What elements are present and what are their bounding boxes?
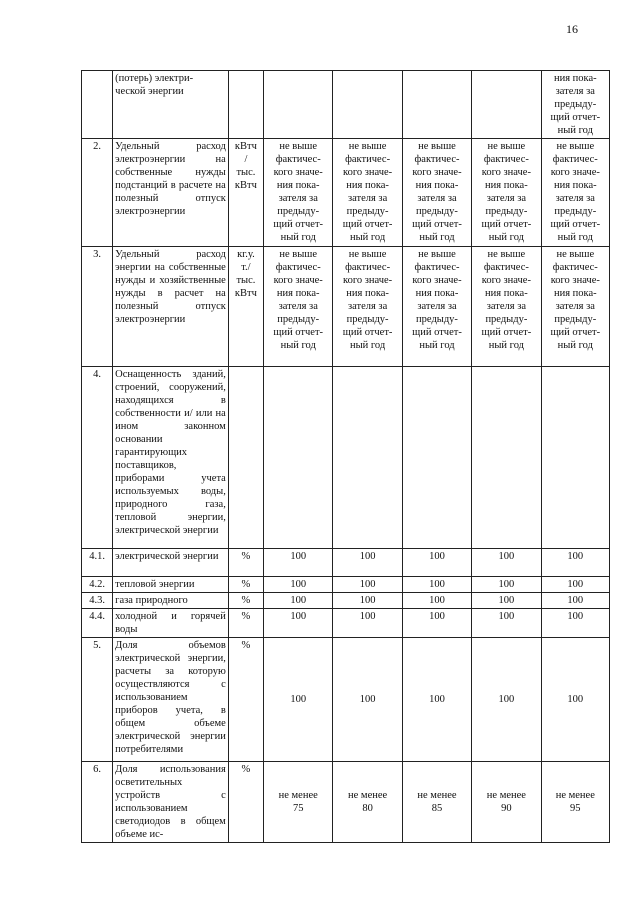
value-cell: 100 — [264, 593, 333, 609]
row-unit: % — [228, 762, 263, 843]
row-number: 6. — [82, 762, 113, 843]
row-number: 4.3. — [82, 593, 113, 609]
table-row — [82, 139, 610, 247]
value-cell: 100 — [541, 577, 609, 593]
row-name: Доля объемов электрической энергии, расчеты за которую осуществляются с использованием приборов учета, в общем объеме электрической энергии потребителями — [113, 638, 229, 762]
table-row — [82, 247, 610, 367]
value-cell — [264, 367, 333, 549]
value-cell: 100 — [264, 577, 333, 593]
value-cell: не выше фактичес- кого значе- ния пока- зателя за предыду- щий отчет- ный год — [402, 247, 471, 367]
row-name: электрической энергии — [113, 549, 229, 577]
value-cell: 100 — [472, 549, 541, 577]
value-cell — [472, 367, 541, 549]
row-name: холодной и горячей воды — [113, 609, 229, 638]
table-row — [82, 71, 610, 139]
value-cell: 100 — [472, 609, 541, 638]
value-cell: не выше фактичес- кого значе- ния пока- зателя за предыду- щий отчет- ный год — [472, 247, 541, 367]
row-name: Доля использования осветительных устройств с использованием светодиодов в общем объеме ис- — [113, 762, 229, 843]
row-unit: % — [228, 638, 263, 762]
value-cell: не менее 95 — [541, 762, 609, 843]
table-row — [82, 549, 610, 577]
value-cell — [264, 71, 333, 139]
row-name: Оснащенность зданий, строений, сооружений, находящихся в собственности и/ или на ином законном основании гарантирующих поставщиков, приборами учета используемых воды, природного газа, тепловой энергии, электрической энергии — [113, 367, 229, 549]
row-name: Удельный расход энергии на собственные нужды и хозяйственные нужды в расчет на полезный отпуск электроэнергии — [113, 247, 229, 367]
row-number: 4.1. — [82, 549, 113, 577]
row-number: 4.2. — [82, 577, 113, 593]
value-cell: не выше фактичес- кого значе- ния пока- зателя за предыду- щий отчет- ный год — [472, 139, 541, 247]
table-row — [82, 762, 610, 843]
value-cell: 100 — [541, 593, 609, 609]
table-row — [82, 367, 610, 549]
row-number: 2. — [82, 139, 113, 247]
value-cell: не выше фактичес- кого значе- ния пока- зателя за предыду- щий отчет- ный год — [333, 247, 402, 367]
table-row — [82, 577, 610, 593]
table-row — [82, 609, 610, 638]
value-cell — [333, 71, 402, 139]
value-cell: не менее 80 — [333, 762, 402, 843]
value-cell: 100 — [541, 549, 609, 577]
value-cell: не менее 90 — [472, 762, 541, 843]
value-cell: 100 — [264, 609, 333, 638]
row-name: газа природного — [113, 593, 229, 609]
row-unit — [228, 367, 263, 549]
row-number: 4.4. — [82, 609, 113, 638]
page-number: 16 — [566, 22, 578, 36]
value-cell: 100 — [402, 577, 471, 593]
row-unit — [228, 71, 263, 139]
value-cell: 100 — [264, 549, 333, 577]
value-cell: не выше фактичес- кого значе- ния пока- зателя за предыду- щий отчет- ный год — [264, 247, 333, 367]
table-row — [82, 638, 610, 762]
value-cell — [472, 71, 541, 139]
row-number: 4. — [82, 367, 113, 549]
row-unit: % — [228, 549, 263, 577]
value-cell: 100 — [333, 549, 402, 577]
value-cell: 100 — [402, 638, 471, 762]
row-unit: % — [228, 577, 263, 593]
value-cell: не выше фактичес- кого значе- ния пока- зателя за предыду- щий отчет- ный год — [333, 139, 402, 247]
row-unit: % — [228, 609, 263, 638]
row-name: тепловой энергии — [113, 577, 229, 593]
value-cell — [402, 367, 471, 549]
row-name: (потерь) электри- ческой энергии — [113, 71, 229, 139]
value-cell: не менее 75 — [264, 762, 333, 843]
value-cell: 100 — [333, 593, 402, 609]
indicators-table — [81, 70, 610, 843]
value-cell: не менее 85 — [402, 762, 471, 843]
value-cell: 100 — [541, 638, 609, 762]
value-cell: не выше фактичес- кого значе- ния пока- зателя за предыду- щий отчет- ный год — [541, 247, 609, 367]
value-cell: 100 — [402, 549, 471, 577]
value-cell: 100 — [541, 609, 609, 638]
value-cell: 100 — [472, 638, 541, 762]
value-cell: 100 — [333, 638, 402, 762]
value-cell: 100 — [333, 577, 402, 593]
value-cell: не выше фактичес- кого значе- ния пока- зателя за предыду- щий отчет- ный год — [541, 139, 609, 247]
value-cell: 100 — [402, 593, 471, 609]
table-row — [82, 593, 610, 609]
row-unit: кВтч / тыс. кВтч — [228, 139, 263, 247]
value-cell: 100 — [333, 609, 402, 638]
value-cell: не выше фактичес- кого значе- ния пока- зателя за предыду- щий отчет- ный год — [402, 139, 471, 247]
row-number — [82, 71, 113, 139]
value-cell: 100 — [264, 638, 333, 762]
value-cell: 100 — [472, 577, 541, 593]
value-cell — [333, 367, 402, 549]
value-cell: 100 — [402, 609, 471, 638]
value-cell: ния пока- зателя за предыду- щий отчет- ный год — [541, 71, 609, 139]
row-name: Удельный расход электроэнергии на собственные нужды подстанций в расчете на полезный отпуск электроэнергии — [113, 139, 229, 247]
row-unit: % — [228, 593, 263, 609]
value-cell — [541, 367, 609, 549]
row-number: 5. — [82, 638, 113, 762]
row-unit: кг.у. т./ тыс. кВтч — [228, 247, 263, 367]
value-cell: 100 — [472, 593, 541, 609]
row-number: 3. — [82, 247, 113, 367]
value-cell — [402, 71, 471, 139]
value-cell: не выше фактичес- кого значе- ния пока- зателя за предыду- щий отчет- ный год — [264, 139, 333, 247]
